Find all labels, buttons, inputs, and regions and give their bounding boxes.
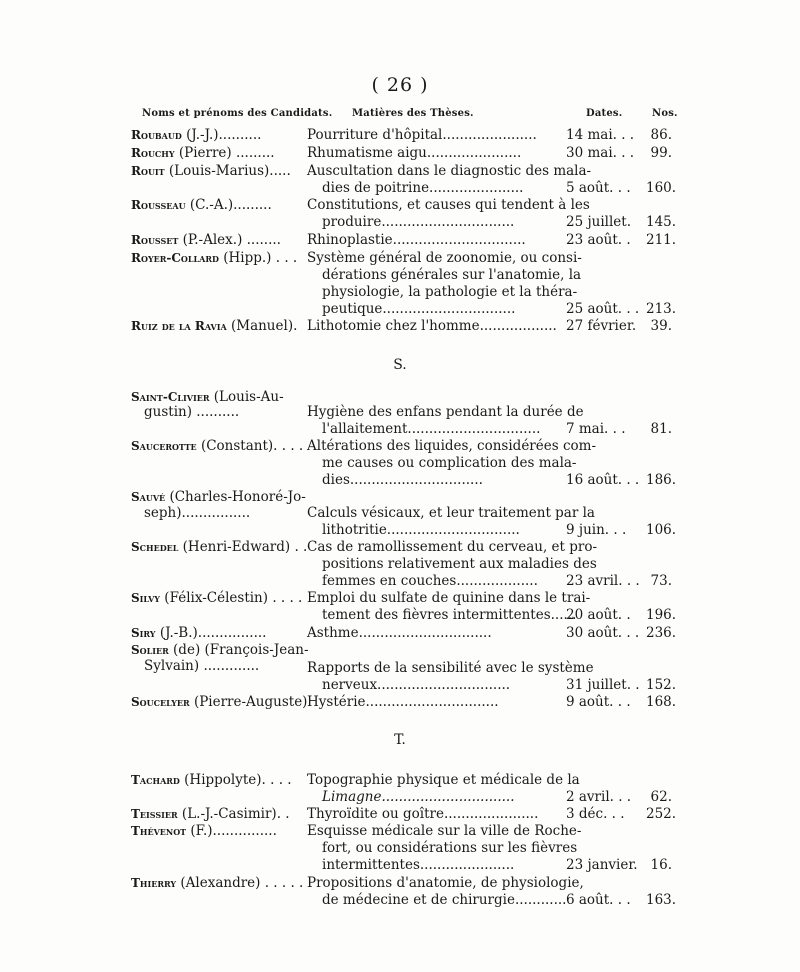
- entry-name: Silvy (Félix-Célestin) . . . .: [131, 590, 303, 606]
- header-names: Noms et prénoms des Candidats.: [142, 108, 333, 119]
- entry-date: 3 déc. . .: [566, 806, 625, 822]
- entry-number: 99.: [650, 145, 672, 161]
- entry-date: 6 août. . .: [566, 892, 631, 908]
- entry-name: Thévenot (F.)...............: [131, 823, 277, 839]
- entry-name-cont: Sylvain) .............: [144, 658, 260, 674]
- entry-date: 9 août. . .: [566, 694, 631, 710]
- section-letter-t: T.: [394, 732, 406, 748]
- entry-number: 62.: [650, 789, 672, 805]
- entry-name: Solier (de) (François-Jean-: [131, 642, 309, 658]
- entry-subject: Esquisse médicale sur la ville de Roche-: [307, 823, 582, 839]
- entry-subject: Pourriture d'hôpital......................: [307, 127, 537, 143]
- entry-name: Sauvé (Charles-Honoré-Jo-: [131, 489, 306, 505]
- entry-subject-cont: physiologie, la pathologie et la théra-: [322, 284, 578, 300]
- entry-name: Rouit (Louis-Marius).....: [131, 163, 291, 179]
- entry-number: 39.: [650, 318, 672, 334]
- entry-subject-cont: femmes en couches...................: [322, 573, 538, 589]
- entry-subject: Asthme...............................: [307, 625, 492, 641]
- entry-name: Teissier (L.-J.-Casimir). .: [131, 806, 290, 822]
- entry-subject-cont: lithotritie...............................: [322, 522, 520, 538]
- entry-date: 14 mai. . .: [566, 127, 635, 143]
- entry-date: 30 août. . .: [566, 625, 640, 641]
- entry-subject-cont: nerveux...............................: [322, 677, 511, 693]
- entry-date: 27 février.: [566, 318, 637, 334]
- entry-name: Rouchy (Pierre) .........: [131, 145, 275, 161]
- entry-subject: Emploi du sulfate de quinine dans le trai-: [307, 590, 591, 606]
- entry-subject: Lithotomie chez l'homme..................: [307, 318, 557, 334]
- entry-number: 211.: [646, 232, 677, 248]
- entry-subject-cont: dies de poitrine......................: [322, 180, 524, 196]
- entry-number: 73.: [650, 573, 672, 589]
- entry-subject: Calculs vésicaux, et leur traitement par la: [307, 505, 595, 521]
- entry-name: Tachard (Hippolyte). . . .: [131, 772, 292, 788]
- entry-date: 30 mai. . .: [566, 145, 635, 161]
- entry-date: 25 juillet.: [566, 214, 632, 230]
- entry-subject-cont: produire...............................: [322, 214, 515, 230]
- entry-subject-cont: Limagne...............................: [322, 789, 515, 805]
- entry-subject: Cas de ramollissement du cerveau, et pro-: [307, 539, 598, 555]
- entry-subject: Rhumatisme aigu......................: [307, 145, 522, 161]
- entry-date: 2 avril. . .: [566, 789, 632, 805]
- entry-number: 152.: [646, 677, 677, 693]
- entry-subject: Auscultation dans le diagnostic des mala-: [307, 163, 592, 179]
- entry-name: Royer-Collard (Hipp.) . . .: [131, 250, 298, 266]
- entry-date: 9 juin. . .: [566, 522, 627, 538]
- entry-subject: Rhinoplastie...............................: [307, 232, 526, 248]
- entry-number: 106.: [646, 522, 677, 538]
- entry-subject-cont: dies...............................: [322, 472, 483, 488]
- entry-name: Saint-Clivier (Louis-Au-: [131, 389, 284, 405]
- entry-date: 16 août. . .: [566, 472, 640, 488]
- entry-number: 236.: [646, 625, 677, 641]
- entry-subject-cont: de médecine et de chirurgie............: [322, 892, 567, 908]
- entry-date: 23 janvier.: [566, 857, 638, 873]
- entry-subject: Système général de zoonomie, ou consi-: [307, 250, 582, 266]
- entry-number: 163.: [646, 892, 677, 908]
- entry-name: Soucelyer (Pierre-Auguste): [131, 694, 308, 710]
- header-subjects: Matières des Thèses.: [352, 108, 474, 119]
- entry-name: Siry (J.-B.)................: [131, 625, 267, 641]
- entry-subject: Hystérie...............................: [307, 694, 499, 710]
- entry-subject-cont: tement des fièvres intermittentes......: [322, 607, 577, 623]
- entry-subject-cont: l'allaitement...............................: [322, 421, 541, 437]
- entry-number: 168.: [646, 694, 677, 710]
- entry-name: Saucerotte (Constant). . . .: [131, 438, 304, 454]
- entry-subject-cont: dérations générales sur l'anatomie, la: [322, 267, 582, 283]
- entry-date: 20 août. .: [566, 607, 631, 623]
- entry-number: 145.: [646, 214, 677, 230]
- entry-number: 186.: [646, 472, 677, 488]
- entry-number: 213.: [646, 301, 677, 317]
- entry-number: 196.: [646, 607, 677, 623]
- entry-subject: Thyroïdite ou goître......................: [307, 806, 539, 822]
- entry-name: Schedel (Henri-Edward) . .: [131, 539, 308, 555]
- entry-date: 23 avril. . .: [566, 573, 640, 589]
- entry-date: 5 août. . .: [566, 180, 631, 196]
- entry-number: 252.: [646, 806, 677, 822]
- entry-subject: Constitutions, et causes qui tendent à les: [307, 197, 590, 213]
- entry-subject-cont: me causes ou complication des mala-: [322, 455, 577, 471]
- entry-date: 23 août. .: [566, 232, 631, 248]
- header-nums: Nos.: [652, 108, 678, 119]
- entry-name: Rousseau (C.-A.).........: [131, 197, 272, 213]
- entry-subject-cont: peutique...............................: [322, 301, 516, 317]
- section-letter-s: S.: [393, 357, 407, 373]
- entry-number: 81.: [650, 421, 672, 437]
- entry-subject: Hygiène des enfans pendant la durée de: [307, 404, 584, 420]
- entry-subject: Altérations des liquides, considérées com-: [307, 438, 597, 454]
- entry-subject-cont: intermittentes......................: [322, 857, 515, 873]
- page-number: ( 26 ): [371, 74, 429, 96]
- entry-subject-cont: positions relativement aux maladies des: [322, 556, 597, 572]
- entry-date: 25 août. . .: [566, 301, 640, 317]
- entry-number: 160.: [646, 180, 677, 196]
- entry-subject: Rapports de la sensibilité avec le système: [307, 660, 594, 676]
- entry-date: 31 juillet. .: [566, 677, 640, 693]
- entry-name: Ruiz de la Ravia (Manuel).: [131, 318, 298, 334]
- entry-name-cont: seph)................: [144, 505, 251, 521]
- entry-subject-cont: fort, ou considérations sur les fièvres: [322, 840, 578, 856]
- entry-subject: Propositions d'anatomie, de physiologie,: [307, 875, 584, 891]
- entry-name: Rousset (P.-Alex.) ........: [131, 232, 281, 248]
- entry-name: Roubaud (J.-J.)..........: [131, 127, 262, 143]
- header-dates: Dates.: [586, 108, 623, 119]
- entry-name-cont: gustin) ..........: [144, 404, 240, 420]
- entry-subject: Topographie physique et médicale de la: [307, 772, 580, 788]
- entry-name: Thierry (Alexandre) . . . . .: [131, 875, 304, 891]
- entry-number: 16.: [650, 857, 672, 873]
- entry-number: 86.: [650, 127, 672, 143]
- entry-date: 7 mai. . .: [566, 421, 626, 437]
